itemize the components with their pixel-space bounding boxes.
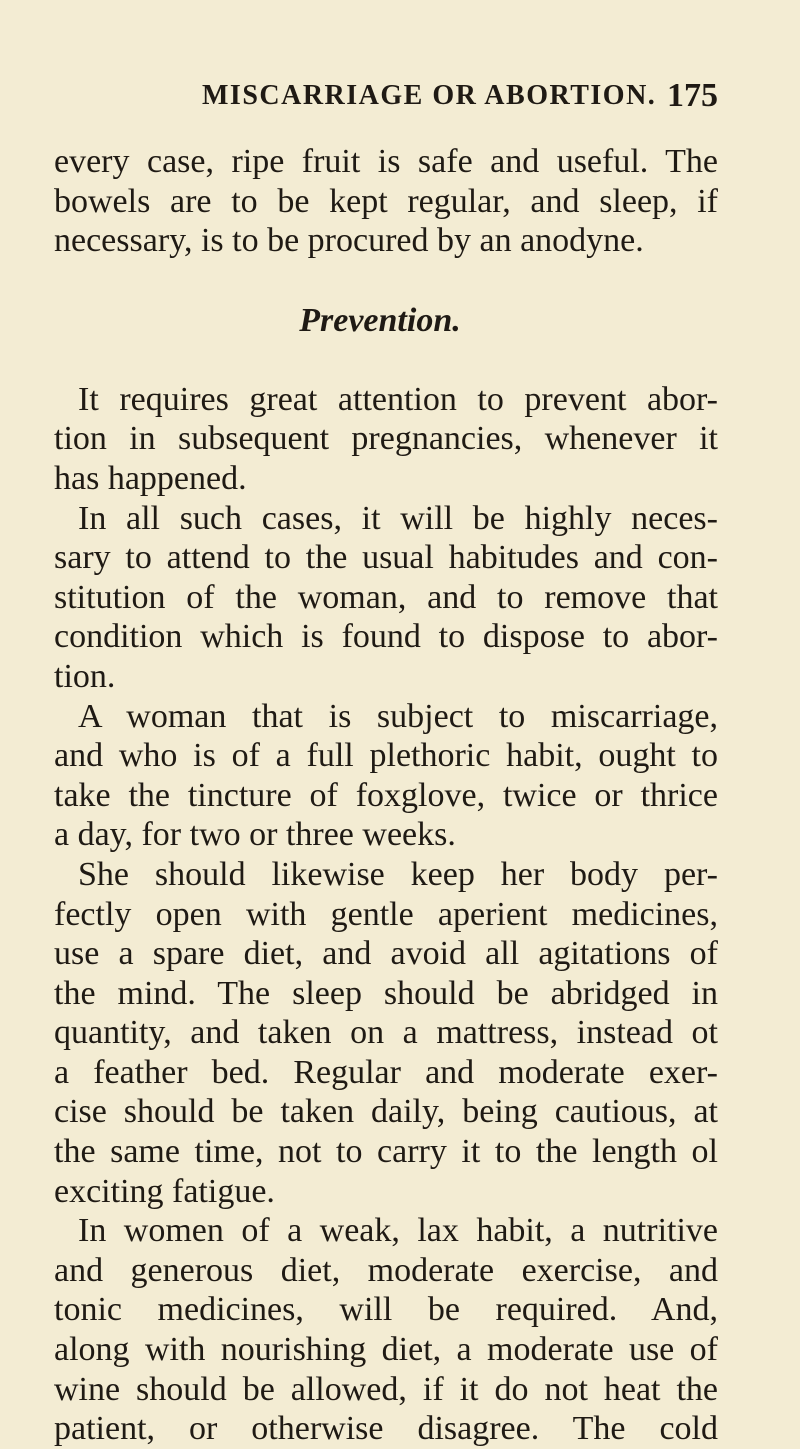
text-line: a day, for two or three weeks. [54,816,456,854]
text-line: stitution of the woman, and to remove that [54,578,718,616]
running-head [54,76,718,116]
text-line: bowels are to be kept regular, and sleep, if [54,182,718,220]
text-line: and who is of a full plethoric habit, ought to [54,737,718,775]
paragraph [54,499,718,697]
text-line: tion in subsequent pregnancies, whenever it [54,420,718,458]
text-line: take the tincture of foxglove, twice or thrice [54,776,718,814]
body-text [54,142,718,1449]
text-line: use a spare diet, and avoid all agitations of [54,935,718,973]
text-line: A woman that is subject to miscarriage, [78,697,718,735]
text-line: necessary, is to be procured by an anodyne. [54,222,644,260]
text-line: tonic medicines, will be required. And, [54,1291,718,1329]
running-title: MISCARRIAGE OR ABORTION. [202,80,657,111]
text-line: a feather bed. Regular and moderate exer- [54,1053,718,1091]
text-line: tion. [54,657,116,695]
section-heading: Prevention. [299,301,461,339]
paragraph [54,697,718,855]
text-line: patient, or otherwise disagree. The cold [54,1410,718,1448]
paragraph-continuation [54,142,718,261]
text-line: She should likewise keep her body per- [78,855,718,893]
text-line: fectly open with gentle aperient medicines, [54,895,718,933]
text-line: sary to attend to the usual habitudes and con- [54,539,718,577]
text-line: cise should be taken daily, being cautious, at [54,1093,718,1131]
text-line: In women of a weak, lax habit, a nutritive [78,1212,718,1250]
text-line: It requires great attention to prevent abor- [78,380,718,418]
text-line: exciting fatigue. [54,1172,275,1210]
text-line: and generous diet, moderate exercise, and [54,1251,718,1289]
paragraph [54,380,718,499]
text-line: the mind. The sleep should be abridged in [54,974,718,1012]
text-line: along with nourishing diet, a moderate use of [54,1331,718,1369]
paragraph [54,1211,718,1449]
text-line: In all such cases, it will be highly neces- [78,499,718,537]
text-line: quantity, and taken on a mattress, instead ot [54,1014,718,1052]
text-line: the same time, not to carry it to the length ol [54,1133,718,1171]
page-number: 175 [667,77,718,114]
paragraph [54,855,718,1211]
text-line: wine should be allowed, if it do not heat the [54,1370,718,1408]
text-line: has happened. [54,459,247,497]
text-line: every case, ripe fruit is safe and useful. The [54,143,718,180]
text-line: condition which is found to dispose to abor- [54,618,718,656]
